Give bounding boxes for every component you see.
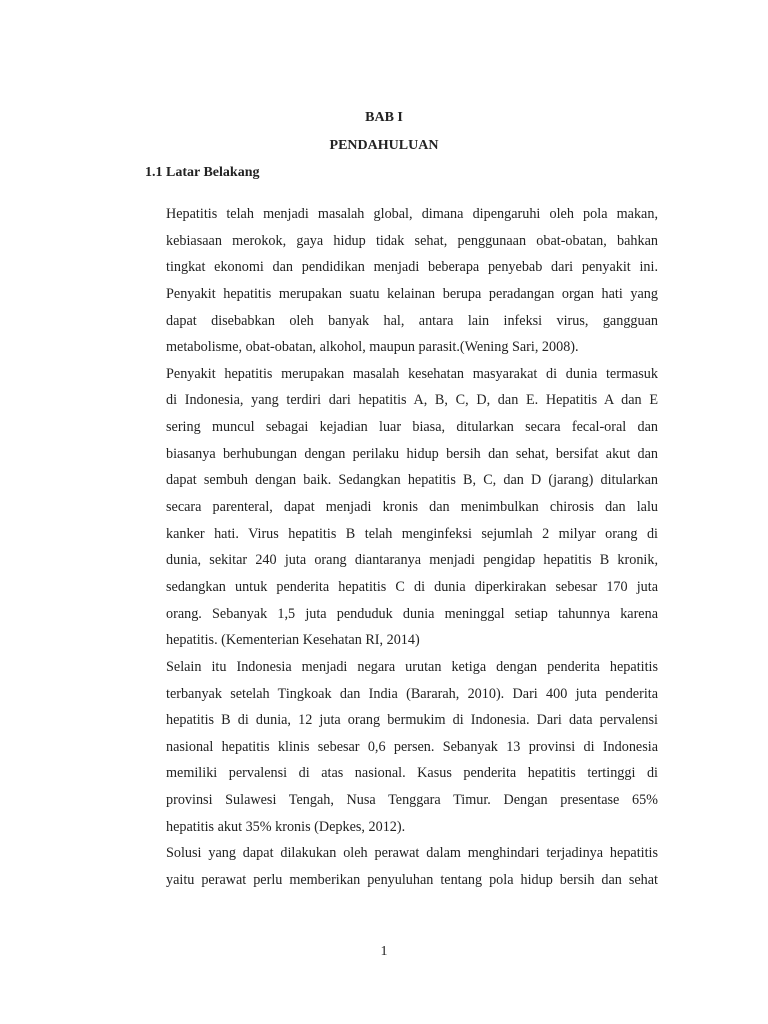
body-text: [166, 204, 658, 897]
text-line: sering muncul sebagai kejadian luar biasa, ditularkan secara fecal-oral dan: [166, 419, 658, 436]
text-line: yaitu perawat perlu memberikan penyuluhan tentang pola hidup bersih dan sehat: [166, 872, 658, 889]
text-line: dunia, sekitar 240 juta orang diantaranya menjadi pengidap hepatitis B kronik,: [166, 552, 658, 569]
text-line: hepatitis. (Kementerian Kesehatan RI, 2014): [166, 632, 420, 649]
text-line: kebiasaan merokok, gaya hidup tidak sehat, penggunaan obat-obatan, bahkan: [166, 232, 658, 249]
text-line: terbanyak setelah Tingkoak dan India (Bararah, 2010). Dari 400 juta penderita: [166, 685, 658, 702]
text-line: metabolisme, obat-obatan, alkohol, maupun parasit.(Wening Sari, 2008).: [166, 339, 579, 356]
text-line: secara parenteral, dapat menjadi kronis dan menimbulkan chirosis dan lalu: [166, 499, 658, 516]
text-line: dapat disebabkan oleh banyak hal, antara lain infeksi virus, gangguan: [166, 312, 658, 329]
text-line: Penyakit hepatitis merupakan masalah kesehatan masyarakat di dunia termasuk: [166, 365, 658, 382]
text-line: provinsi Sulawesi Tengah, Nusa Tenggara Timur. Dengan presentase 65%: [166, 792, 658, 809]
text-line: Solusi yang dapat dilakukan oleh perawat dalam menghindari terjadinya hepatitis: [166, 845, 658, 862]
text-line: biasanya berhubungan dengan perilaku hidup bersih dan sehat, bersifat akut dan: [166, 445, 658, 462]
text-line: dapat sembuh dengan baik. Sedangkan hepatitis B, C, dan D (jarang) ditularkan: [166, 472, 658, 489]
chapter-number: BAB I: [365, 110, 403, 125]
section-title: 1.1 Latar Belakang: [145, 165, 260, 180]
text-line: Hepatitis telah menjadi masalah global, dimana dipengaruhi oleh pola makan,: [166, 206, 658, 222]
chapter-title: PENDAHULUAN: [329, 138, 439, 153]
text-line: orang. Sebanyak 1,5 juta penduduk dunia meninggal setiap tahunnya karena: [166, 605, 658, 622]
text-line: nasional hepatitis klinis sebesar 0,6 persen. Sebanyak 13 provinsi di Indonesia: [166, 738, 658, 755]
text-line: sedangkan untuk penderita hepatitis C di dunia diperkirakan sebesar 170 juta: [166, 578, 658, 595]
text-line: hepatitis akut 35% kronis (Depkes, 2012).: [166, 818, 406, 835]
text-line: hepatitis B di dunia, 12 juta orang bermukim di Indonesia. Dari data pervalensi: [166, 712, 658, 729]
text-line: Penyakit hepatitis merupakan suatu kelainan berupa peradangan organ hati yang: [166, 285, 658, 302]
text-line: di Indonesia, yang terdiri dari hepatitis A, B, C, D, dan E. Hepatitis A dan E: [166, 392, 658, 409]
text-line: kanker hati. Virus hepatitis B telah menginfeksi sejumlah 2 milyar orang di: [166, 525, 658, 542]
text-line: Selain itu Indonesia menjadi negara urutan ketiga dengan penderita hepatitis: [166, 658, 658, 675]
text-line: memiliki pervalensi di atas nasional. Kasus penderita hepatitis tertinggi di: [166, 765, 658, 782]
text-line: tingkat ekonomi dan pendidikan menjadi beberapa penyebab dari penyakit ini.: [166, 259, 658, 276]
page-number: 1: [380, 944, 388, 959]
